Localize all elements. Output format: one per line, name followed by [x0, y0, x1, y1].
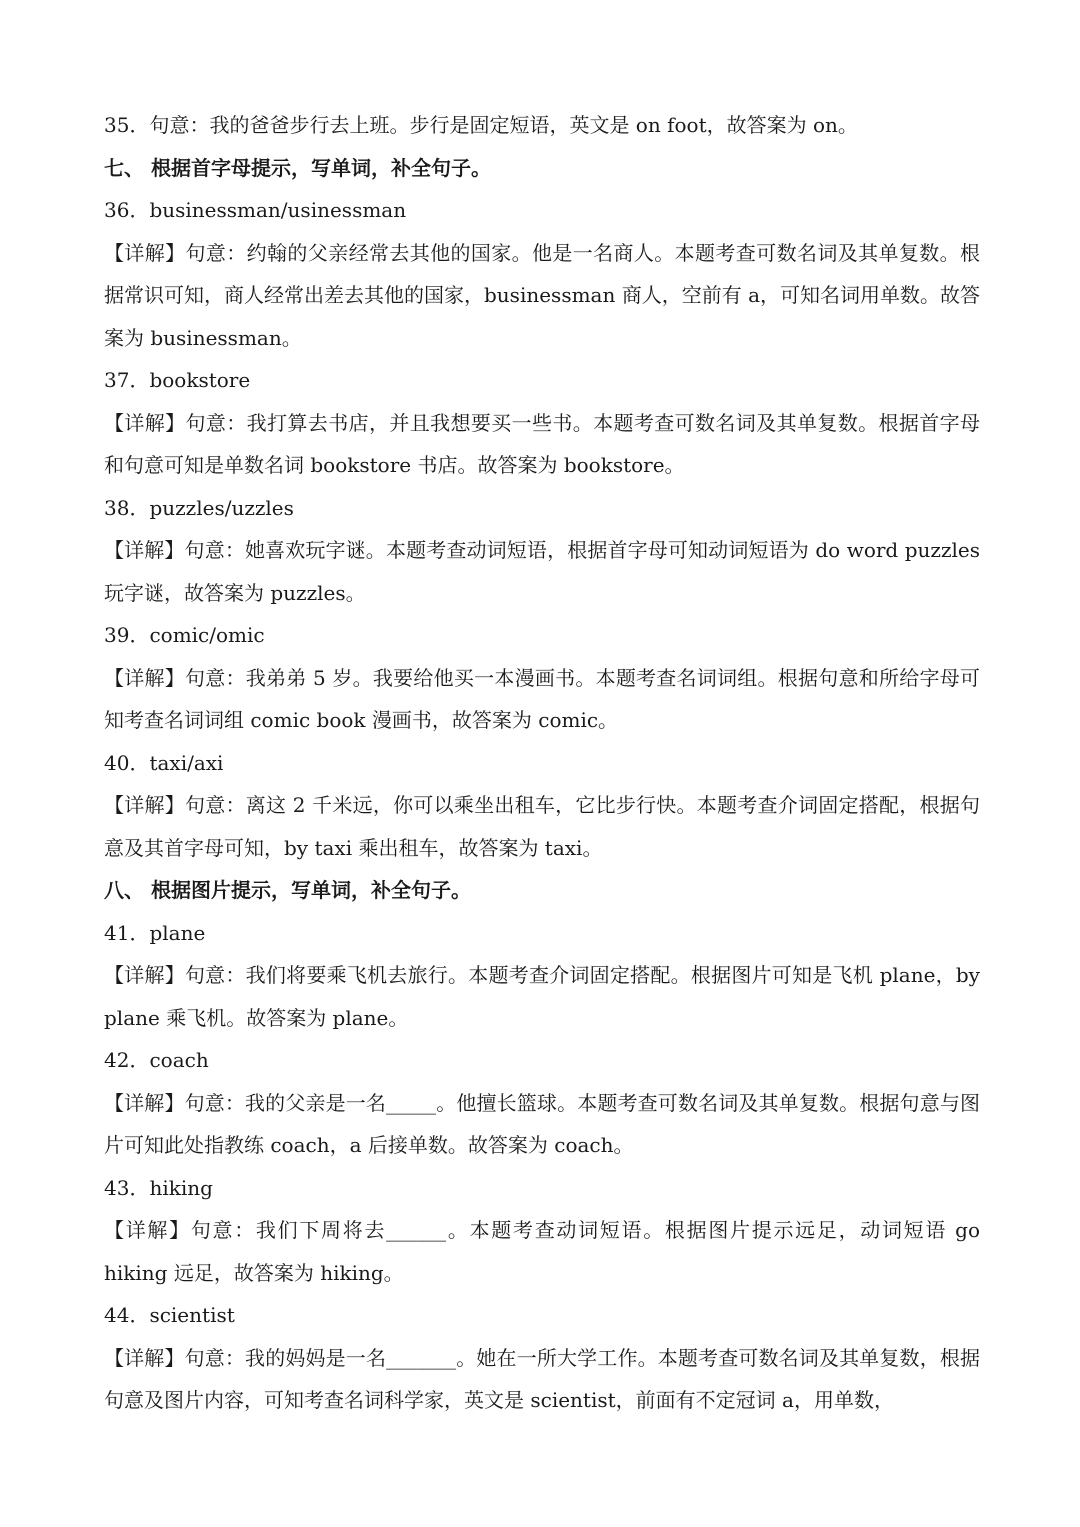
answer-44: 44．scientist — [104, 1303, 235, 1327]
detail-37: 【详解】句意：我打算去书店，并且我想要买一些书。本题考查可数名词及其单复数。根据首字母和句意可知是单数名词 bookstore 书店。故答案为 bookstore。 — [104, 410, 980, 477]
answer-36: 36．businessman/usinessman — [104, 198, 407, 222]
detail-39: 【详解】句意：我弟弟 5 岁。我要给他买一本漫画书。本题考查名词词组。根据句意和所给字母可知考查名词词组 comic book 漫画书，故答案为 comic。 — [104, 665, 980, 732]
detail-44: 【详解】句意：我的妈妈是一名_______。她在一所大学工作。本题考查可数名词及其单复数，根据句意及图片内容，可知考查名词科学家，英文是 scientist，前面有不定冠词 a，用单数， — [104, 1345, 980, 1412]
detail-41: 【详解】句意：我们将要乘飞机去旅行。本题考查介词固定搭配。根据图片可知是飞机 plane，by plane 乘飞机。故答案为 plane。 — [104, 963, 980, 1030]
detail-38: 【详解】句意：她喜欢玩字谜。本题考查动词短语，根据首字母可知动词短语为 do word puzzles 玩字谜，故答案为 puzzles。 — [104, 538, 980, 605]
detail-42: 【详解】句意：我的父亲是一名_____。他擅长篮球。本题考查可数名词及其单复数。根据句意与图片可知此处指教练 coach，a 后接单数。故答案为 coach。 — [104, 1090, 980, 1157]
answer-40: 40．taxi/axi — [104, 750, 224, 775]
answer-41: 41．plane — [104, 920, 206, 945]
answer-37: 37．bookstore — [104, 368, 251, 392]
detail-43: 【详解】句意：我们下周将去______。本题考查动词短语。根据图片提示远足，动词短语 go hiking 远足，故答案为 hiking。 — [104, 1218, 980, 1285]
answer-43: 43．hiking — [104, 1175, 213, 1200]
section-heading-7: 七、 根据首字母提示，写单词，补全句子。 — [104, 155, 491, 180]
document-content — [104, 104, 980, 1422]
detail-40: 【详解】句意：离这 2 千米远，你可以乘坐出租车，它比步行快。本题考查介词固定搭配，根据句意及其首字母可知，by taxi 乘出租车，故答案为 taxi。 — [104, 793, 980, 860]
answer-42: 42．coach — [104, 1048, 209, 1072]
answer-38: 38．puzzles/uzzles — [104, 495, 294, 520]
detail-36: 【详解】句意：约翰的父亲经常去其他的国家。他是一名商人。本题考查可数名词及其单复数。根据常识可知，商人经常出差去其他的国家，businessman 商人，空前有 a，可知名词用单数。故答案为 businessman。 — [104, 240, 980, 350]
answer-39: 39．comic/omic — [104, 623, 265, 647]
section-heading-8: 八、 根据图片提示，写单词，补全句子。 — [104, 878, 471, 902]
answer-35: 35．句意：我的爸爸步行去上班。步行是固定短语，英文是 on foot，故答案为 on。 — [104, 113, 858, 137]
